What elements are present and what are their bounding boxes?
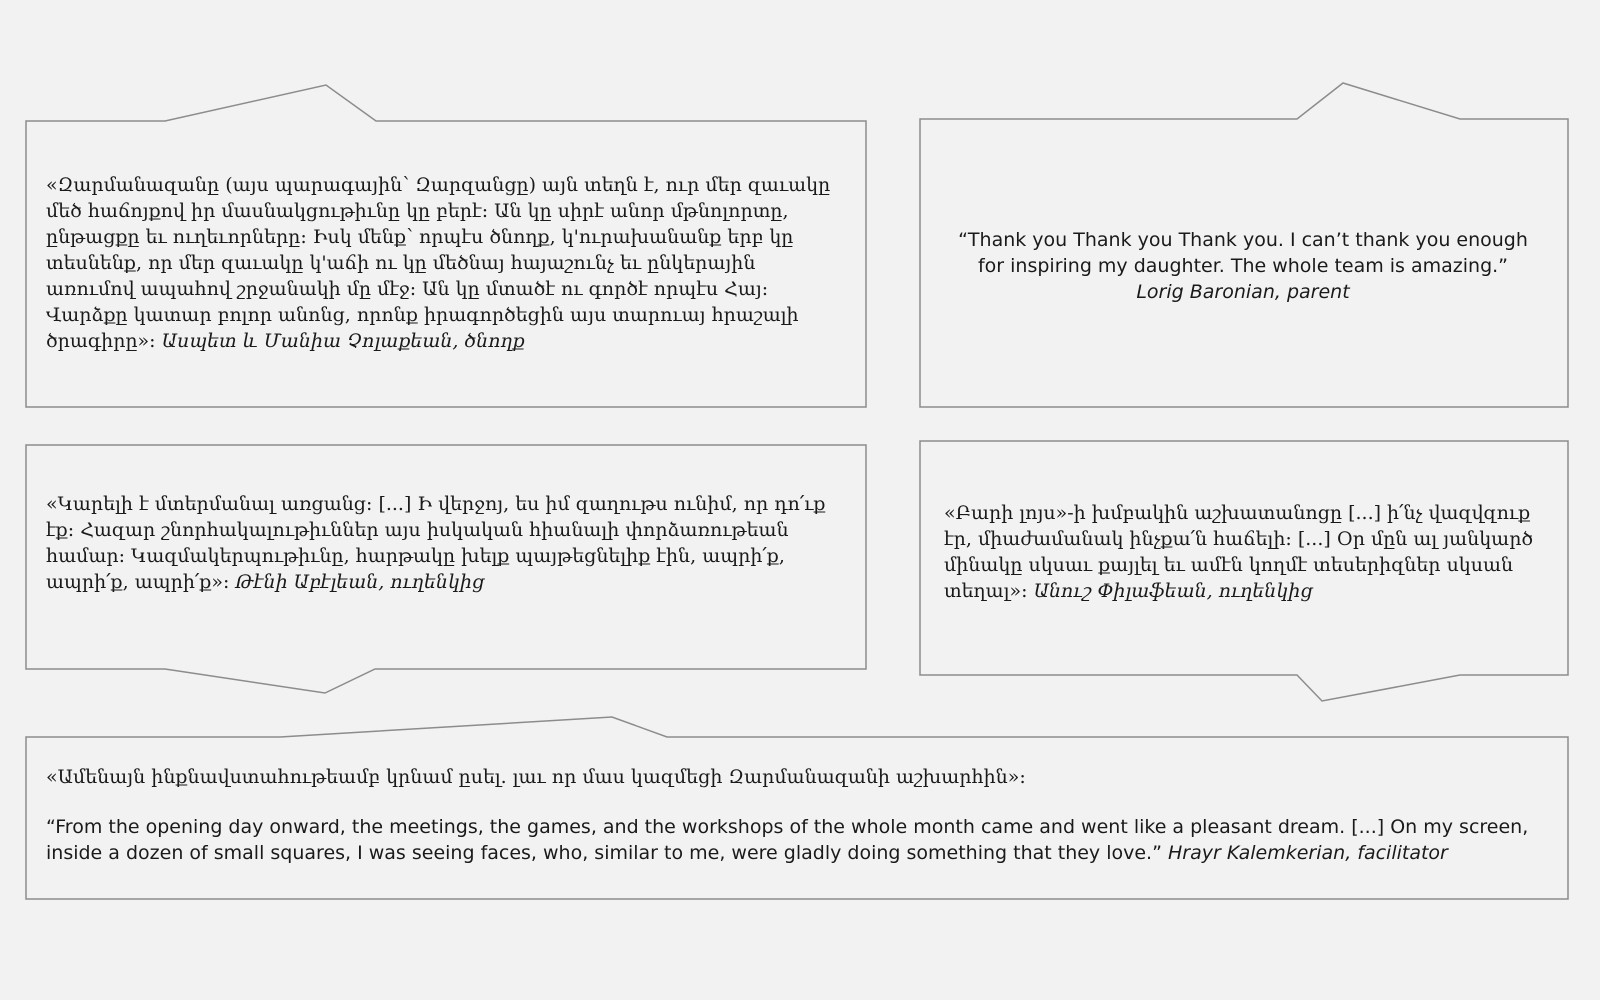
testimonial-2-author: Lorig Baronian, parent [1136,281,1350,303]
testimonial-3 [46,491,836,595]
testimonial-5-author: Hrayr Kalemkerian, facilitator [1167,842,1448,864]
testimonial-3-quote: «Կարելի է մտերմանալ առցանց: [...] Ի վերջոյ, ես իմ զաղութս ունիմ, որ դո՛ւք էք: Հազար շնորհակալութիւններ այս իսկական հիանալի փորձառութեան համար: Կազմակերպութիւնը, հարթակը խելք պայթեցնելիք էին, ապրի՛ք, ապրի՛ք, ապրի՛ք»: [46,493,826,593]
testimonial-4 [944,500,1544,604]
testimonial-1-quote: «Զարմանազանը (այս պարագային՝ Զարզանցը) այն տեղն է, ուր մեր զաւակը մեծ հաճոյքով իր մասնակցութիւնը կը բերէ: Ան կը սիրէ անոր մթնոլորտը, ընթացքը եւ ուղեւորները: Իսկ մենք՝ որպէս ծնողք, կ'ուրախանանք երբ կը տեսնենք, որ մեր զաւակը կ'աճի ու կը մեծնայ հայաշունչ եւ ընկերային առումով ապահով շրջանակի մը մէջ: Ան կը մտածէ ու գործէ որպէս Հայ: Վարձքը կատար բոլոր անոնց, որոնք իրագործեցին այս տարուայ հրաշալի ծրագիրը»: [46,174,831,352]
testimonial-5-body [46,814,1546,866]
testimonial-5-quote: “From the opening day onward, the meetings, the games, and the workshops of the whole month came and went like a pleasant dream. [...] On my screen, inside a dozen of small squares, I was seeing faces, who, similar to me, were gladly doing something that they love.” [46,816,1529,864]
testimonial-5 [46,764,1546,866]
testimonial-1 [46,172,846,354]
testimonial-1-author: Ասպետ և Մանիա Չոլաքեան, ծնողք [161,330,525,352]
testimonial-4-quote: «Բարի լոյս»-ի խմբակին աշխատանոցը [...] ի՛նչ վազվզուք էր, միաժամանակ ինչքա՛ն հաճելի: [...] Օր մըն ալ յանկարծ մինակը սկսաւ քայլել եւ ամէն կողմէ տեսերիզներ սկսան տեղալ»: [944,502,1534,602]
testimonial-3-author: Թէնի Աբէլեան, ուղենկից [235,571,485,593]
testimonial-2-quote: “Thank you Thank you Thank you. I can’t thank you enough for inspiring my daughter. The whole team is amazing.” [958,229,1528,277]
testimonial-4-author: Անուշ Փիլաֆեան, ուղենկից [1033,580,1313,602]
testimonial-5-quote-armenian: «Ամենայն ինքնավստահութեամբ կրնամ ըսել. լաւ որ մաս կազմեցի Զարմանազանի աշխարհին»: [46,766,1026,788]
testimonial-2 [948,227,1538,305]
